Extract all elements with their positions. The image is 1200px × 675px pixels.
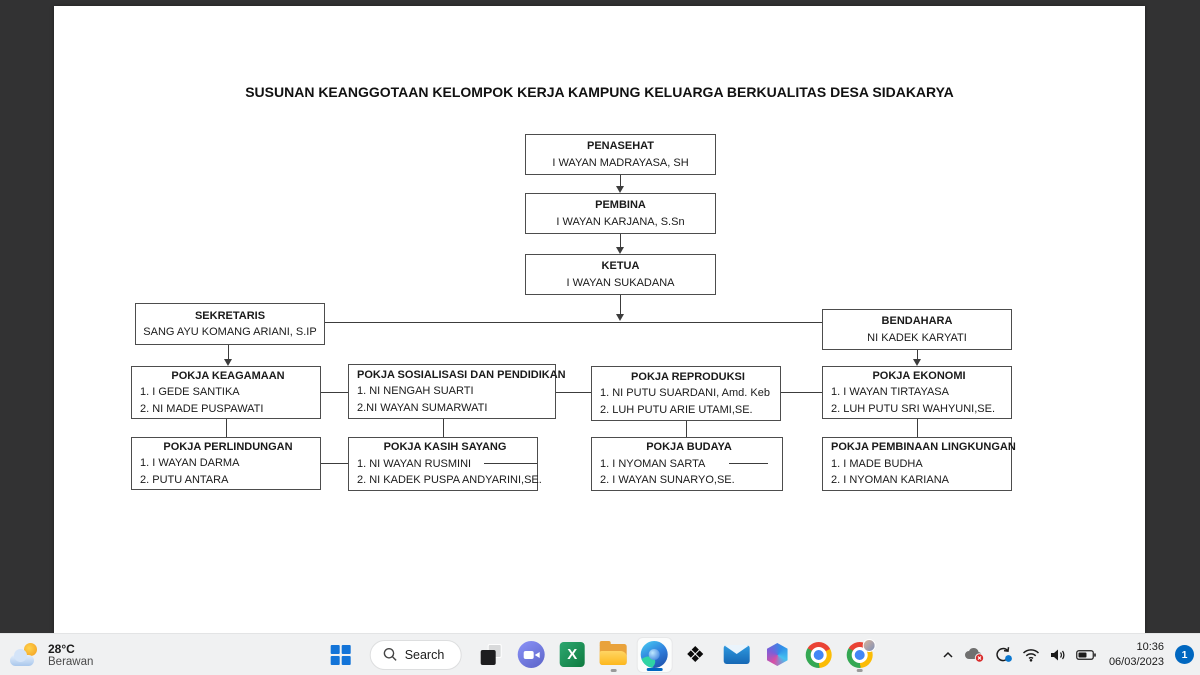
battery-tray-button[interactable]: [1076, 649, 1096, 661]
member-name: 2. I WAYAN SUNARYO,SE.: [600, 474, 735, 487]
org-box-penasehat: [525, 134, 716, 175]
task-view-button[interactable]: [472, 637, 508, 673]
connector-line: [484, 463, 537, 464]
member-name: 1. I MADE BUDHA: [831, 457, 923, 470]
connector-line: [321, 392, 348, 393]
start-button[interactable]: [323, 637, 359, 673]
connector-line: [321, 463, 348, 464]
weather-condition: Berawan: [48, 655, 94, 668]
connector-line: [620, 295, 621, 315]
sync-tray-button[interactable]: [994, 646, 1013, 663]
mail-icon: [723, 645, 749, 664]
windows-logo-icon: [331, 645, 351, 665]
member-name: 1. NI WAYAN RUSMINI: [357, 457, 472, 470]
cloud-icon: [10, 655, 34, 666]
edge-button[interactable]: [636, 637, 672, 673]
role-label: POKJA KEAGAMAAN: [171, 369, 285, 382]
member-name: 1. I GEDE SANTIKA: [140, 386, 240, 399]
excel-button[interactable]: [554, 637, 590, 673]
teams-chat-button[interactable]: [513, 637, 549, 673]
arrow-down-icon: [224, 359, 232, 366]
wifi-icon: [1022, 648, 1040, 662]
person-name: SANG AYU KOMANG ARIANI, S.IP: [143, 326, 317, 338]
taskbar: [0, 633, 1200, 675]
connector-line: [917, 419, 918, 437]
volume-tray-button[interactable]: [1049, 648, 1067, 662]
chat-video-icon: [518, 641, 545, 668]
connector-line: [686, 421, 687, 437]
role-label: POKJA BUDAYA: [646, 441, 732, 454]
role-label: POKJA PEMBINAAN LINGKUNGAN: [831, 441, 1016, 454]
connector-line: [556, 392, 591, 393]
role-label: POKJA REPRODUKSI: [631, 370, 745, 383]
connector-line: [443, 419, 444, 437]
org-box-pokja-kasih-sayang: [348, 437, 542, 491]
weather-widget[interactable]: [10, 634, 93, 675]
search-icon: [383, 647, 398, 662]
tray-date: 06/03/2023: [1108, 655, 1164, 668]
org-box-pokja-perlindungan: [131, 437, 321, 490]
office-icon: [765, 643, 789, 667]
org-box-ketua: [525, 254, 716, 295]
chrome-button[interactable]: [800, 637, 836, 673]
member-name: 2. PUTU ANTARA: [140, 473, 229, 486]
battery-icon: [1076, 649, 1096, 661]
file-explorer-button[interactable]: [595, 637, 631, 673]
clock[interactable]: [1109, 640, 1164, 669]
chart-title: SUSUNAN KEANGGOTAAN KELOMPOK KERJA KAMPUNG KELUARGA BERKUALITAS DESA SIDAKARYA: [245, 84, 954, 100]
org-box-pokja-ekonomi: [822, 366, 1012, 419]
org-box-pokja-reproduksi: [591, 366, 781, 421]
running-indicator: [856, 669, 862, 672]
arrow-down-icon: [913, 359, 921, 366]
member-name: 2. NI KADEK PUSPA ANDYARINI,SE.: [357, 474, 542, 487]
connector-line: [620, 234, 621, 248]
role-label: BENDAHARA: [881, 315, 953, 327]
member-name: 1. I WAYAN DARMA: [140, 457, 240, 470]
folder-icon: [600, 644, 627, 665]
excel-icon: X: [560, 642, 585, 667]
active-indicator: [646, 668, 662, 671]
dropbox-button[interactable]: [677, 637, 713, 673]
connector-line: [781, 392, 822, 393]
weather-temperature: 28°C: [48, 641, 75, 656]
tray-chevron-button[interactable]: [941, 649, 955, 661]
wifi-tray-button[interactable]: [1022, 648, 1040, 662]
role-label: POKJA SOSIALISASI DAN PENDIDIKAN: [357, 368, 566, 381]
person-name: NI KADEK KARYATI: [867, 331, 967, 344]
connector-line: [226, 419, 227, 437]
document-page: [54, 6, 1145, 633]
role-label: POKJA KASIH SAYANG: [383, 441, 507, 454]
arrow-down-icon: [616, 186, 624, 193]
arrow-down-icon: [616, 314, 624, 321]
role-label: PENASEHAT: [586, 140, 655, 152]
mail-button[interactable]: [718, 637, 754, 673]
member-name: 2. NI MADE PUSPAWATI: [140, 402, 264, 415]
member-name: 1. I WAYAN TIRTAYASA: [831, 386, 949, 399]
member-name: 2. LUH PUTU SRI WAHYUNI,SE.: [831, 402, 996, 415]
role-label: POKJA EKONOMI: [872, 369, 966, 382]
office-button[interactable]: [759, 637, 795, 673]
dropbox-icon: ❖: [685, 641, 706, 667]
connector-line: [729, 463, 768, 464]
org-box-pokja-sosialisasi: [348, 364, 566, 419]
tray-time: 10:36: [1136, 641, 1164, 654]
org-box-bendahara: [822, 309, 1012, 350]
org-box-sekretaris: [135, 303, 325, 345]
connector-line: [325, 322, 822, 323]
org-box-pokja-keagamaan: [131, 366, 321, 419]
member-name: 2. I NYOMAN KARIANA: [831, 474, 949, 487]
role-label: SEKRETARIS: [194, 309, 266, 322]
member-name: 2.NI WAYAN SUMARWATI: [357, 401, 488, 414]
running-indicator: [610, 669, 616, 672]
member-name: 2. LUH PUTU ARIE UTAMI,SE.: [600, 403, 753, 416]
notification-badge[interactable]: 1: [1175, 645, 1194, 664]
sync-icon: [994, 646, 1013, 663]
search-label: Search: [404, 647, 445, 662]
role-label: PEMBINA: [595, 199, 646, 211]
org-box-pembina: [525, 193, 716, 234]
onedrive-tray-button[interactable]: [964, 646, 985, 663]
person-name: I WAYAN KARJANA, S.Sn: [556, 215, 685, 228]
arrow-down-icon: [616, 247, 624, 254]
edge-icon: [641, 641, 668, 668]
person-name: I WAYAN SUKADANA: [566, 276, 675, 289]
role-label: KETUA: [601, 260, 640, 272]
chrome-icon: [805, 642, 831, 668]
person-name: I WAYAN MADRAYASA, SH: [552, 156, 689, 169]
chevron-up-icon: [941, 649, 955, 661]
chrome-profile-button[interactable]: [841, 637, 877, 673]
onedrive-error-icon: [964, 646, 985, 663]
member-name: 1. I NYOMAN SARTA: [600, 457, 706, 470]
search-input[interactable]: [370, 640, 462, 670]
member-name: 1. NI NENGAH SUARTI: [357, 385, 474, 398]
org-box-pokja-pembinaan-lingkungan: [822, 437, 1016, 491]
speaker-icon: [1049, 648, 1067, 662]
member-name: 1. NI PUTU SUARDANI, Amd. Keb: [600, 387, 770, 400]
role-label: POKJA PERLINDUNGAN: [163, 440, 293, 453]
profile-avatar: [862, 639, 875, 652]
task-view-icon: [479, 644, 501, 666]
org-box-pokja-budaya: [591, 437, 783, 491]
weather-icon: [10, 642, 40, 668]
